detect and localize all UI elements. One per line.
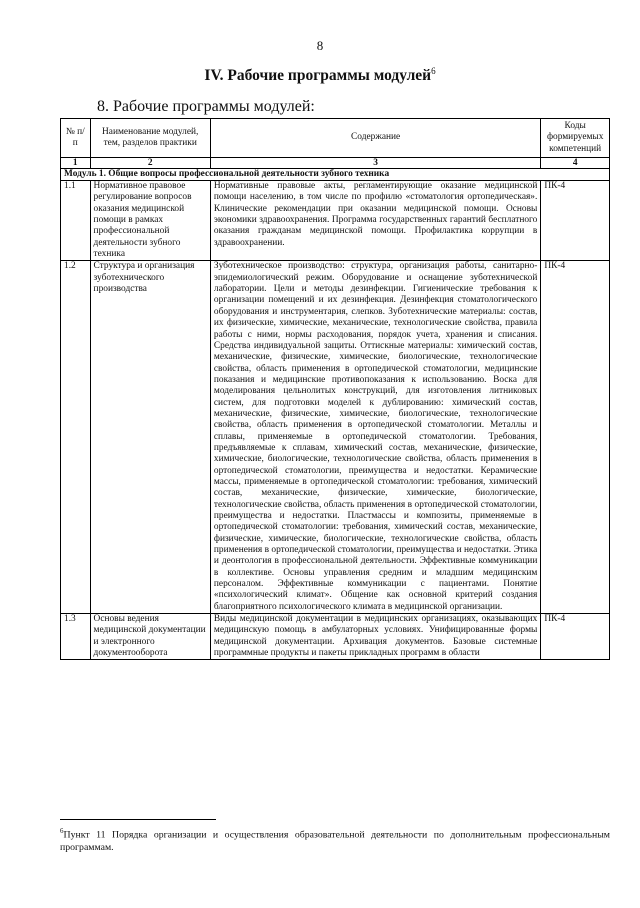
row-content: Зуботехническое производство: структура, организация работы, санитарно-эпидемиологический режим. Оборудование и оснащение зуботехнической лаборатории. Цели и методы дезинфекции. Гигиенические требования к организации помещений и их дезинфекция. Дезинфекция стоматологического оборудования и инструментария, слепков. Зуботехнические материалы: состав, их физические, химические, механические, технологические свойства, правила работы с ними, нормы расходования, порядок учета, хранения и списания. Средства индивидуальной защиты. Оттискные материалы: химический состав, механические, физические, химические, биологические, технологические свойства, область применения в ортопедической стоматологии, медицинские показания и медицинские противопоказания к использованию. Воска для моделирования цельнолитых конструкций, для изготовления литниковых систем, для подготовки моделей к дублированию: химический состав, механические, физические, химические, биологические, технологические свойства, область применения в ортопедической стоматологии. Металлы и сплавы, применяемые в ортопедической стоматологии. Требования, предъявляемые к сплавам, химический состав, механические, физические, химические, биологические, технологические свойства, область применения в ортопедической стоматологии, преимущества и недостатки. Керамические массы, применяемые в ортопедической стоматологии: требования, химический состав, механические, физические, химические, биологические, технологические свойства, область применения в ортопедической стоматологии, преимущества и недостатки. Пластмассы и композиты, применяемые в ортопедической стоматологии: требования, химический состав, механические, физические, химические, биологические, технологические свойства, область применения в ортопедической стоматологии, преимущества и недостатки. Этика и деонтология в профессиональной деятельности. Эффективные коммуникации в коллективе. Основы управления средним и младшим медицинским персоналом. Эффективные коммуникации с пациентами. Понятие «психологический климат». Общение как основной критерий создания благоприятного психологического климата в медицинской организации. [210, 261, 540, 614]
page-title [0, 66, 640, 85]
section-title: 8. Рабочие программы модулей: [97, 98, 315, 115]
page-number: 8 [316, 38, 324, 53]
column-number: 2 [90, 158, 210, 169]
row-competence-code: ПК-4 [541, 614, 610, 660]
table-row [61, 261, 610, 614]
row-topic: Нормативное правовое регулирование вопросов оказания медицинской помощи в рамках профессиональной деятельности зубного техника [90, 181, 210, 261]
row-number: 1.2 [61, 261, 91, 614]
footnote-divider [60, 819, 216, 820]
row-number: 1.3 [61, 614, 91, 660]
module-row [61, 169, 610, 181]
row-competence-code: ПК-4 [541, 261, 610, 614]
header-content: Содержание [210, 119, 540, 158]
table-row [61, 181, 610, 261]
footnote-marker: 6 [60, 827, 64, 835]
page-title-text: IV. Рабочие программы модулей [204, 67, 432, 85]
header-num: № п/п [61, 119, 91, 158]
footnote-text: Пункт 11 Порядка организации и осуществления образовательной деятельности по дополнительным профессиональным программам. [60, 829, 610, 854]
row-number: 1.1 [61, 181, 91, 261]
header-name: Наименование модулей, тем, разделов практики [90, 119, 210, 158]
column-number: 3 [210, 158, 540, 169]
program-table [60, 118, 610, 660]
module-title: Модуль 1. Общие вопросы профессиональной деятельности зубного техника [61, 169, 610, 181]
table-header-row [61, 119, 610, 158]
header-code: Коды формируемых компетенций [541, 119, 610, 158]
footnote-ref: 6 [431, 66, 436, 76]
row-competence-code: ПК-4 [541, 181, 610, 261]
row-topic: Структура и организация зуботехнического производства [90, 261, 210, 614]
column-number: 4 [541, 158, 610, 169]
footnote [60, 825, 610, 854]
row-topic: Основы ведения медицинской документации и электронного документооборота [90, 614, 210, 660]
table-row [61, 614, 610, 660]
row-content: Нормативные правовые акты, регламентирующие оказание медицинской помощи населению, в том числе по профилю «стоматология ортопедическая». Клинические рекомендации при оказании медицинской помощи. Основы экономики здравоохранения. Программа государственных гарантий бесплатного оказания гражданам медицинской помощи. Профилактика коррупции в здравоохранении. [210, 181, 540, 261]
column-number: 1 [61, 158, 91, 169]
column-number-row [61, 158, 610, 169]
row-content: Виды медицинской документации в медицинских организациях, оказывающих медицинскую помощь в амбулаторных условиях. Унифицированные формы медицинской документации. Архивация документов. Базовые системные программные продукты и пакеты прикладных программ в области [210, 614, 540, 660]
